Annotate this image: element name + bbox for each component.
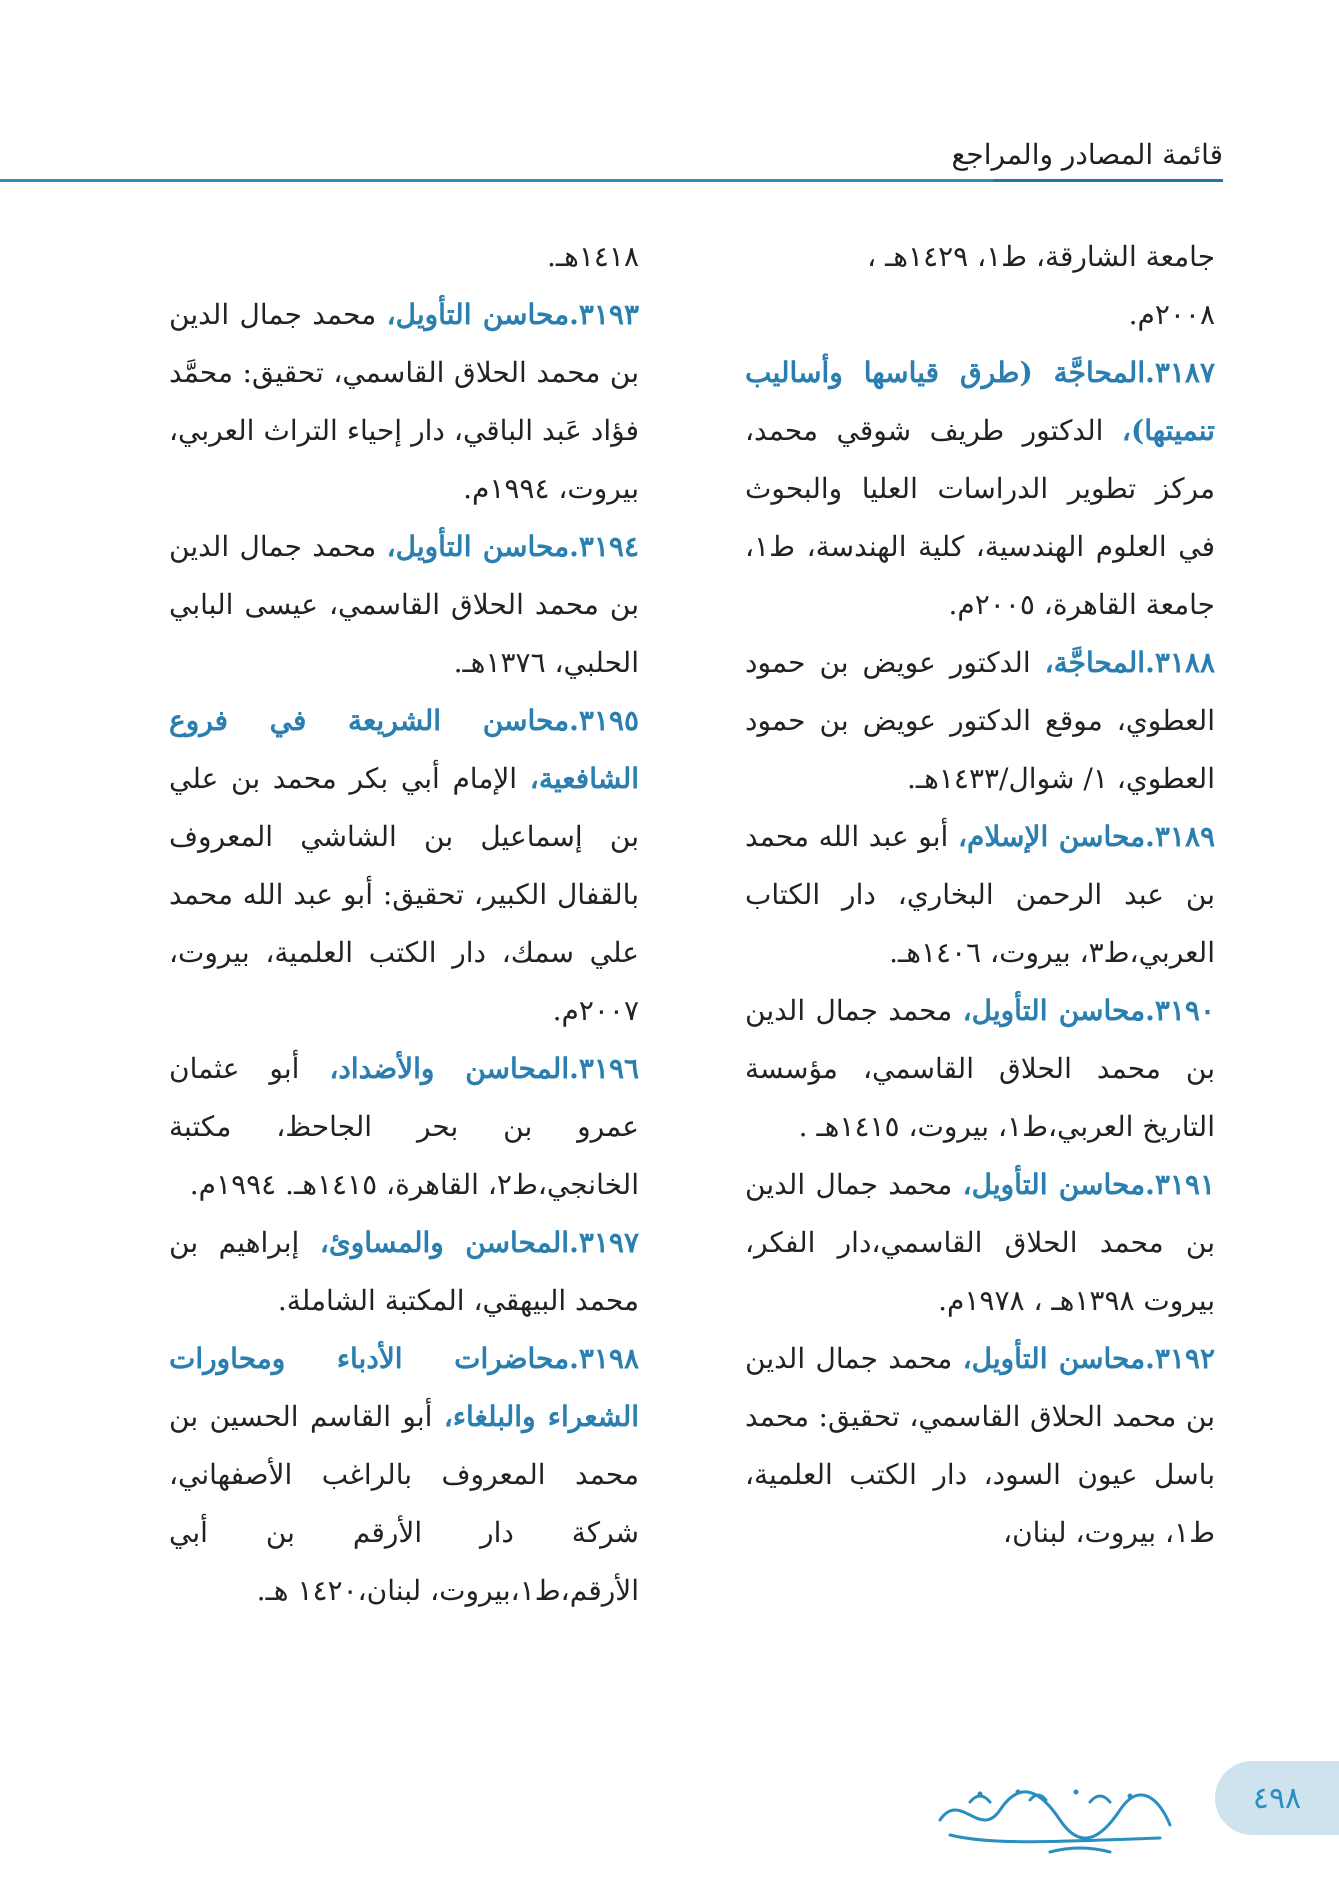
entry-text: أبو عبد الله محمد بن عبد الرحمن البخاري، دار الكتاب العربي،ط٣، بيروت، ١٤٠٦هـ.: [745, 820, 1215, 969]
bibliography-entry: [169, 1330, 639, 1620]
entry-title: محاسن الإسلام،: [957, 820, 1146, 853]
entry-number: ٣١٩٠.: [1145, 994, 1215, 1027]
bibliography-entry: [169, 692, 639, 1040]
entry-text: محمد جمال الدين بن محمد الحلاق القاسمي، تحقيق: محمَّد فؤاد عَبد الباقي، دار إحياء التراث العربي، بيروت، ١٩٩٤م.: [169, 298, 639, 505]
bibliography-entry: [169, 1040, 639, 1214]
entry-text: الإمام أبي بكر محمد بن علي بن إسماعيل بن الشاشي المعروف بالقفال الكبير، تحقيق: أبو عبد الله محمد علي سمك، دار الكتب العلمية، بيروت، ٢٠٠٧م.: [169, 762, 639, 1027]
page-number-badge: [1215, 1761, 1339, 1835]
left-column: [169, 228, 639, 1620]
encyclopedia-logo: [930, 1780, 1180, 1860]
entry-title: محاضرات الأدباء ومحاورات الشعراء والبلغاء،: [169, 1342, 640, 1433]
entry-number: ٣١٩٧.: [569, 1226, 639, 1259]
entry-title: محاسن التأويل،: [962, 994, 1146, 1027]
bibliography-entry: [745, 1156, 1215, 1330]
right-column: [745, 228, 1215, 1562]
entry-text: ٢٠٠٨م.: [1128, 298, 1215, 331]
bibliography-entry: [169, 1214, 639, 1330]
entry-number: ٣١٨٨.: [1145, 646, 1215, 679]
entry-text: الدكتور طريف شوقي محمد، مركز تطوير الدراسات العليا والبحوث في العلوم الهندسية، كلية الهندسة، ط١، جامعة القاهرة، ٢٠٠٥م.: [745, 414, 1215, 621]
bibliography-entry: [745, 982, 1215, 1156]
entry-text: محمد جمال الدين بن محمد الحلاق القاسمي، مؤسسة التاريخ العربي،ط١، بيروت، ١٤١٥هـ .: [745, 994, 1215, 1143]
page-number: ٤٩٨: [1252, 1780, 1302, 1816]
bibliography-entry: [745, 808, 1215, 982]
entry-text: أبو القاسم الحسين بن محمد المعروف بالراغب الأصفهاني، شركة دار الأرقم بن أبي الأرقم،ط١،بيروت، لبنان،١٤٢٠ هـ.: [169, 1400, 639, 1607]
entry-text: محمد جمال الدين بن محمد الحلاق القاسمي، تحقيق: محمد باسل عيون السود، دار الكتب العلمية، ط١، بيروت، لبنان،: [745, 1342, 1215, 1549]
entry-text: إبراهيم بن محمد البيهقي، المكتبة الشاملة.: [169, 1226, 639, 1317]
entry-number: ٣١٩٨.: [569, 1342, 639, 1375]
bibliography-entry: [169, 286, 639, 518]
entry-text: ١٤١٨هـ.: [546, 240, 639, 273]
entry-title: محاسن التأويل،: [962, 1168, 1146, 1201]
entry-title: المحاسن والمساوئ،: [319, 1226, 570, 1259]
entry-text: جامعة الشارقة، ط١، ١٤٢٩هـ ،: [867, 240, 1215, 273]
entry-title: محاسن التأويل،: [386, 298, 570, 331]
header-title: قائمة المصادر والمراجع: [951, 138, 1223, 171]
entry-number: ٣١٨٩.: [1145, 820, 1216, 853]
entry-title: المحاجَّة،: [1044, 646, 1146, 679]
entry-number: ٣١٩٢.: [1145, 1342, 1215, 1375]
bibliography-entry: [745, 634, 1215, 808]
bibliography-entry: [745, 228, 1215, 344]
entry-title: المحاجَّة (طرق قياسها وأساليب تنميتها)،: [745, 356, 1215, 447]
entry-title: محاسن الشريعة في فروع الشافعية،: [169, 704, 640, 795]
entry-number: ٣١٩٥.: [569, 704, 639, 737]
bibliography-entry: [745, 344, 1215, 634]
bibliography-entry: [169, 228, 639, 286]
entry-text: محمد جمال الدين بن محمد الحلاق القاسمي، عيسى البابي الحلبي، ١٣٧٦هـ.: [169, 530, 639, 679]
entry-title: محاسن التأويل،: [386, 530, 570, 563]
entry-text: أبو عثمان عمرو بن بحر الجاحظ، مكتبة الخانجي،ط٢، القاهرة، ١٤١٥هـ. ١٩٩٤م.: [169, 1052, 639, 1201]
entry-text: الدكتور عويض بن حمود العطوي، موقع الدكتور عويض بن حمود العطوي، ١/ شوال/١٤٣٣هـ.: [745, 646, 1215, 795]
header-rule-accent: [993, 179, 1223, 182]
entry-number: ٣١٩٤.: [569, 530, 639, 563]
entry-text: محمد جمال الدين بن محمد الحلاق القاسمي،دار الفكر، بيروت ١٣٩٨هـ ، ١٩٧٨م.: [745, 1168, 1215, 1317]
entry-title: محاسن التأويل،: [962, 1342, 1146, 1375]
entry-number: ٣١٨٧.: [1145, 356, 1215, 389]
bibliography-entry: [169, 518, 639, 692]
entry-number: ٣١٩١.: [1145, 1168, 1215, 1201]
entry-number: ٣١٩٦.: [569, 1052, 640, 1085]
entry-title: المحاسن والأضداد،: [329, 1052, 570, 1085]
bibliography-entry: [745, 1330, 1215, 1562]
entry-number: ٣١٩٣.: [569, 298, 639, 331]
